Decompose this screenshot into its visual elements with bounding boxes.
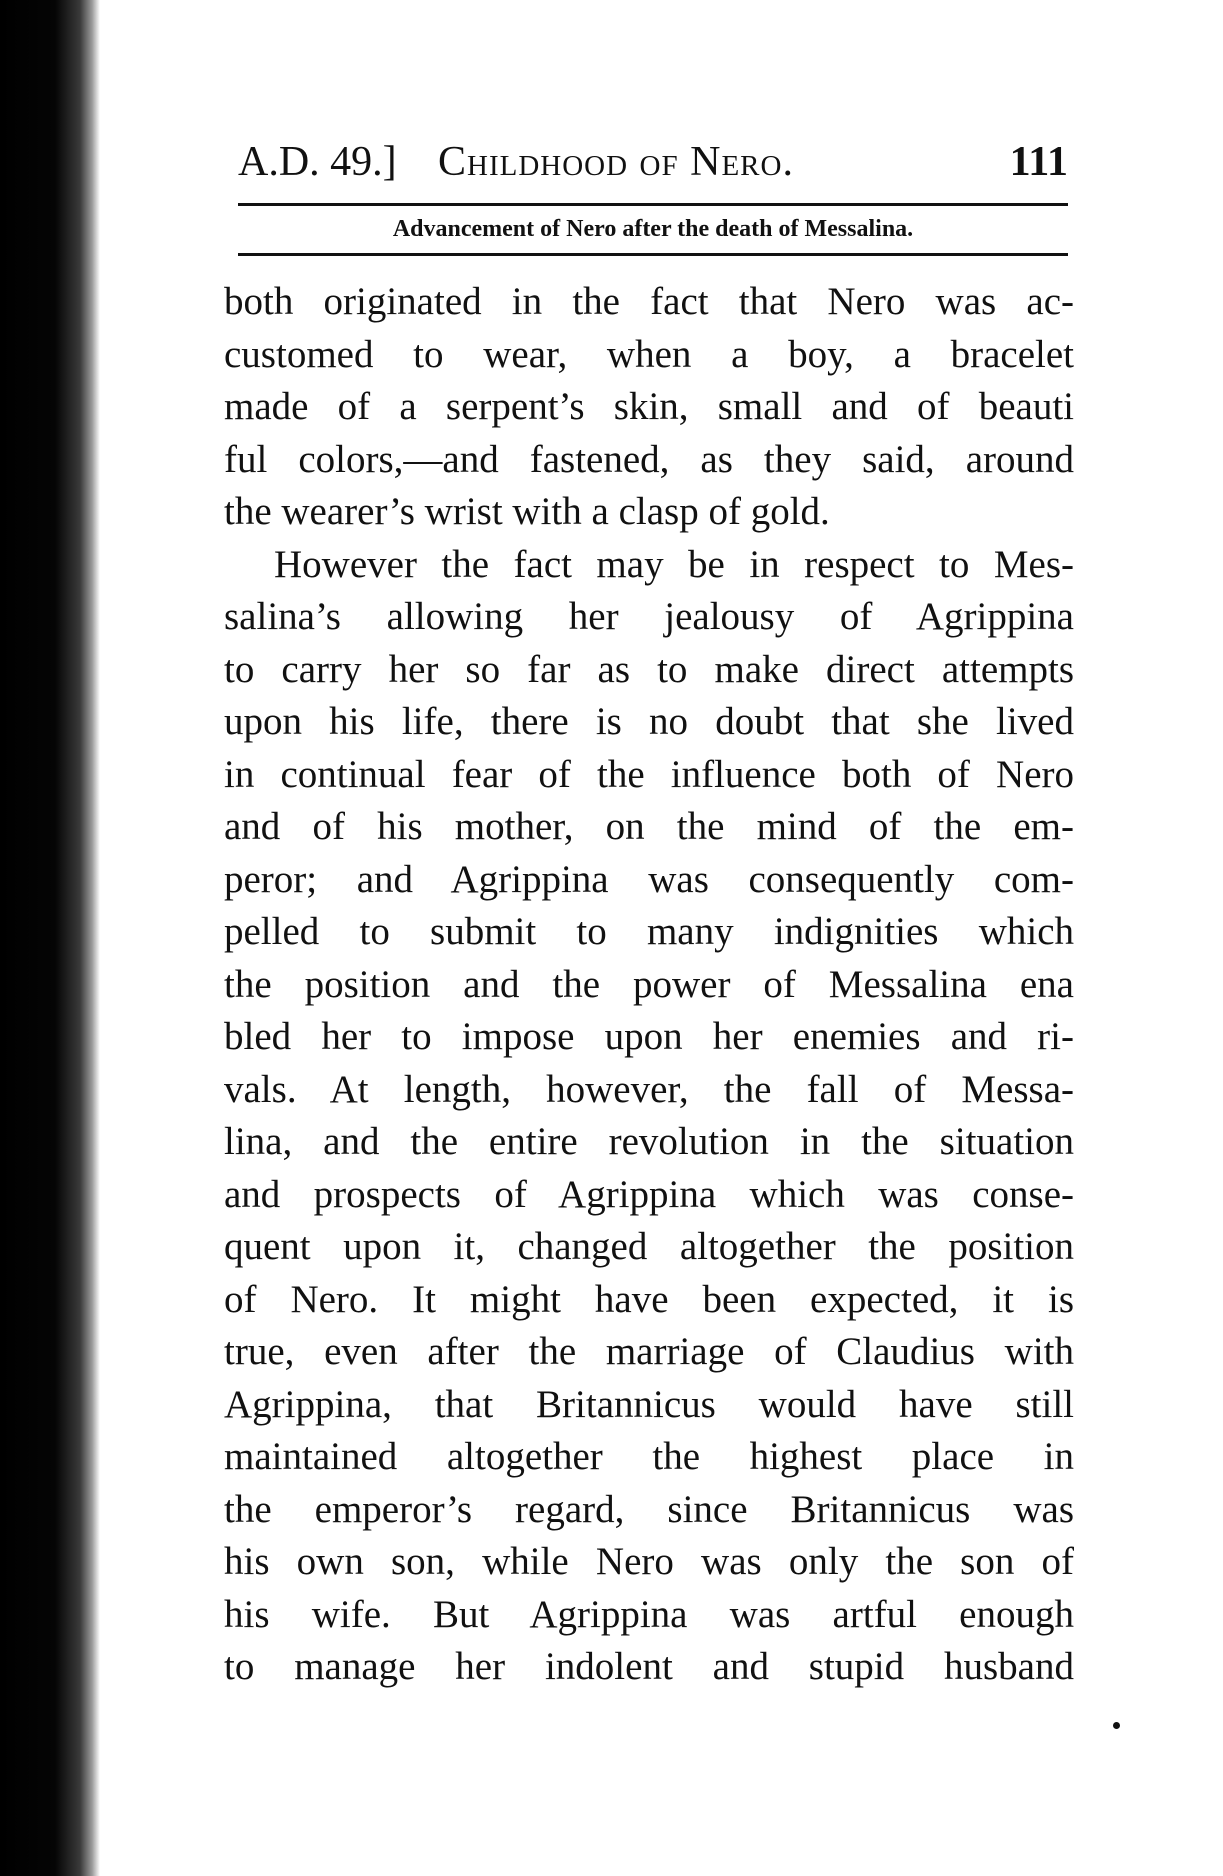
- text-line: made of a serpent’s skin, small and of beauti: [224, 385, 1074, 428]
- text-line: to manage her indolent and stupid husband: [224, 1645, 1074, 1688]
- text-line: upon his life, there is no doubt that she lived: [224, 700, 1074, 743]
- text-line: pelled to submit to many indignities which: [224, 910, 1074, 953]
- text-line: Agrippina, that Britannicus would have still: [224, 1382, 1074, 1426]
- text-line: and prospects of Agrippina which was conse-: [224, 1172, 1074, 1216]
- text-line: his wife. But Agrippina was artful enough: [224, 1592, 1074, 1636]
- text-line: maintained altogether the highest place in: [224, 1435, 1074, 1478]
- header-rule-bottom: [238, 253, 1068, 256]
- subheading: Advancement of Nero after the death of Messalina.: [392, 216, 914, 242]
- text-line: both originated in the fact that Nero was ac-: [224, 280, 1074, 323]
- body-text: [224, 276, 1074, 1694]
- text-line: of Nero. It might have been expected, it is: [224, 1277, 1074, 1321]
- text-line: ful colors,—and fastened, as they said, around: [224, 437, 1074, 481]
- text-line: the wearer’s wrist with a clasp of gold.: [224, 490, 830, 533]
- running-header: [238, 132, 1068, 192]
- text-line: and of his mother, on the mind of the em-: [224, 805, 1074, 848]
- header-rule-top: [238, 203, 1068, 206]
- text-line: the emperor’s regard, since Britannicus was: [224, 1487, 1074, 1531]
- text-line: salina’s allowing her jealousy of Agrippina: [224, 595, 1074, 638]
- text-line: However the fact may be in respect to Mes-: [274, 542, 1074, 586]
- text-line: bled her to impose upon her enemies and ri-: [224, 1015, 1074, 1058]
- text-line: in continual fear of the influence both of Nero: [224, 752, 1074, 796]
- header-date: A.D. 49.]: [238, 139, 397, 185]
- page-binding-edge: [0, 0, 100, 1876]
- page-number: 111: [1009, 139, 1068, 185]
- text-line: lina, and the entire revolution in the situation: [224, 1120, 1074, 1163]
- text-line: peror; and Agrippina was consequently com-: [224, 857, 1074, 901]
- text-line: the position and the power of Messalina ena: [224, 962, 1074, 1006]
- text-line: vals. At length, however, the fall of Messa-: [224, 1067, 1074, 1111]
- text-line: true, even after the marriage of Claudius with: [224, 1330, 1074, 1373]
- text-line: quent upon it, changed altogether the position: [224, 1225, 1074, 1268]
- stray-mark: [1113, 1722, 1120, 1729]
- text-line: customed to wear, when a boy, a bracelet: [224, 332, 1074, 376]
- text-line: to carry her so far as to make direct attempts: [224, 647, 1074, 691]
- text-line: his own son, while Nero was only the son of: [224, 1540, 1074, 1583]
- header-title: Childhood of Nero.: [438, 139, 794, 185]
